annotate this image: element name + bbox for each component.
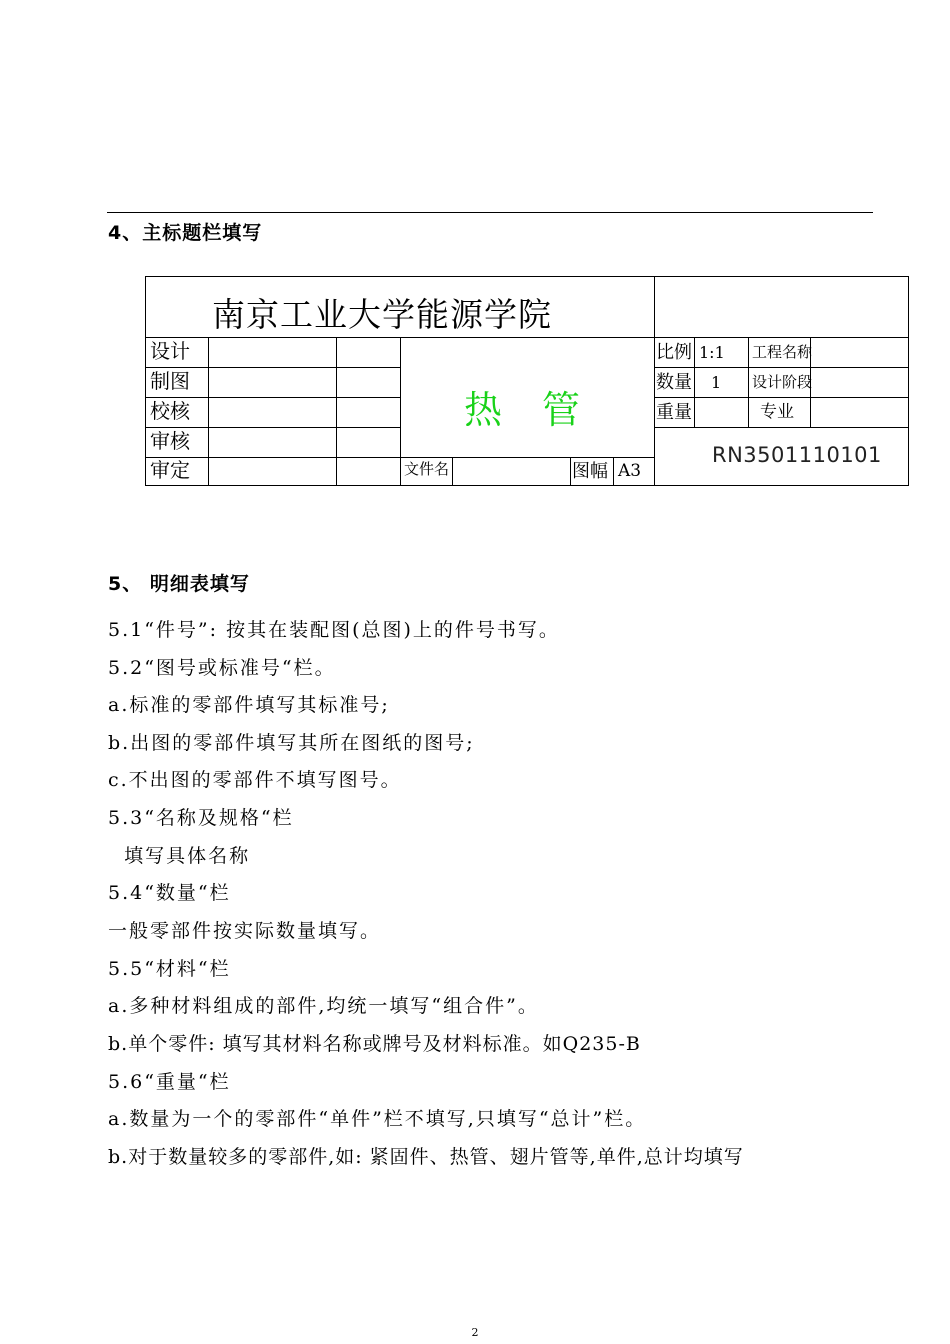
section-5-line: 5.5“材料“栏 (108, 958, 231, 980)
section-4-heading: 4、主标题栏填写 (108, 222, 263, 244)
divider (694, 337, 695, 427)
row-label-checking: 校核 (150, 399, 190, 423)
discipline-label: 专业 (760, 402, 794, 422)
divider (208, 337, 209, 485)
product-name: 热管 (464, 388, 621, 432)
divider (570, 457, 571, 485)
section-5-line: 5.2“图号或标准号“栏。 (108, 657, 336, 679)
divider (748, 337, 749, 427)
row-label-drafting: 制图 (150, 369, 190, 393)
divider (654, 277, 655, 427)
divider (400, 337, 401, 485)
section-5-heading: 5、 明细表填写 (108, 573, 250, 595)
scale-value: 1:1 (699, 343, 725, 362)
quantity-value: 1 (711, 373, 722, 392)
section-5-line: 5.1“件号”: 按其在装配图(总图)上的件号书写。 (108, 619, 560, 641)
divider (654, 427, 908, 428)
section-5-line: 填写具体名称 (108, 845, 251, 867)
section-5-line: c.不出图的零部件不填写图号。 (108, 769, 402, 791)
drawing-number: RN3501110101 (712, 443, 882, 467)
divider (613, 457, 614, 485)
divider (654, 427, 655, 485)
row-label-approval: 审定 (150, 458, 190, 482)
quantity-label: 数量 (656, 372, 692, 393)
weight-label: 重量 (656, 402, 692, 423)
section-5-line: a.数量为一个的零部件“单件”栏不填写,只填写“总计”栏。 (108, 1108, 647, 1130)
row-label-review: 审核 (150, 429, 190, 453)
row-label-design: 设计 (150, 339, 190, 363)
section-5-line: 5.4“数量“栏 (108, 882, 231, 904)
project-name-label: 工程名称 (752, 343, 813, 361)
section-5-line: b.单个零件: 填写其材料名称或牌号及材料标准。如Q235-B (108, 1033, 641, 1055)
page-number: 2 (471, 1326, 479, 1339)
design-stage-label: 设计阶段 (752, 373, 813, 391)
file-name-label: 文件名 (404, 460, 450, 478)
section-5-line: b.对于数量较多的零部件,如: 紧固件、热管、翅片管等,单件,总计均填写 (108, 1146, 744, 1168)
divider (452, 457, 453, 485)
section-5-line: 5.6“重量“栏 (108, 1071, 231, 1093)
sheet-size-label: 图幅 (572, 461, 608, 482)
sheet-size-value: A3 (618, 461, 642, 481)
section-5-line: a.标准的零部件填写其标准号; (108, 694, 390, 716)
section-5-line: a.多种材料组成的部件,均统一填写“组合件”。 (108, 995, 539, 1017)
scale-label: 比例 (656, 342, 692, 363)
title-block (145, 276, 909, 486)
header-rule (107, 212, 873, 213)
section-5-line: 5.3“名称及规格“栏 (108, 807, 294, 829)
section-5-line: 一般零部件按实际数量填写。 (108, 920, 382, 942)
divider (336, 337, 337, 485)
school-name: 南京工业大学能源学院 (212, 295, 552, 334)
section-5-line: b.出图的零部件填写其所在图纸的图号; (108, 732, 475, 754)
